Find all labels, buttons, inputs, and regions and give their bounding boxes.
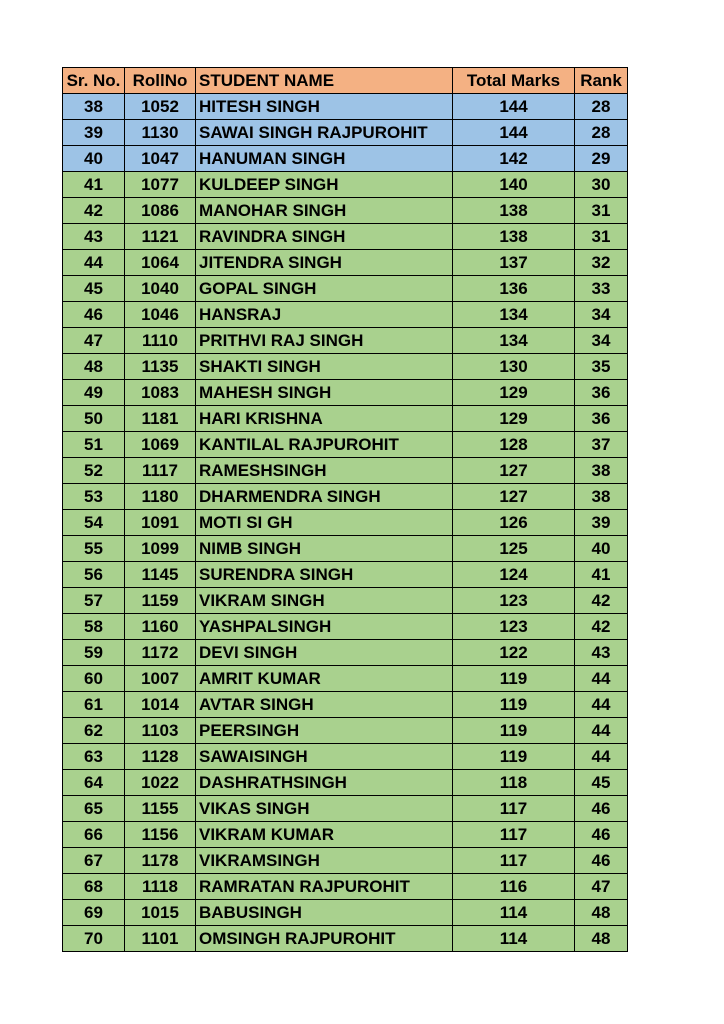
header-roll-no: RollNo <box>125 68 196 94</box>
rank-cell: 47 <box>575 874 628 900</box>
student-name-cell: HARI KRISHNA <box>196 406 453 432</box>
student-name-cell: MOTI SI GH <box>196 510 453 536</box>
header-student-name: STUDENT NAME <box>196 68 453 94</box>
total-marks-cell: 138 <box>453 224 575 250</box>
total-marks-cell: 114 <box>453 900 575 926</box>
table-row <box>63 94 628 120</box>
rank-cell: 34 <box>575 302 628 328</box>
rank-cell: 44 <box>575 744 628 770</box>
rank-cell: 42 <box>575 588 628 614</box>
total-marks-cell: 124 <box>453 562 575 588</box>
roll-no-cell: 1077 <box>125 172 196 198</box>
roll-no-cell: 1101 <box>125 926 196 952</box>
total-marks-cell: 134 <box>453 328 575 354</box>
roll-no-cell: 1103 <box>125 718 196 744</box>
sr-no-cell: 67 <box>63 848 125 874</box>
student-name-cell: GOPAL SINGH <box>196 276 453 302</box>
roll-no-cell: 1086 <box>125 198 196 224</box>
table-row <box>63 328 628 354</box>
roll-no-cell: 1145 <box>125 562 196 588</box>
total-marks-cell: 127 <box>453 458 575 484</box>
total-marks-cell: 114 <box>453 926 575 952</box>
sr-no-cell: 47 <box>63 328 125 354</box>
student-name-cell: KULDEEP SINGH <box>196 172 453 198</box>
total-marks-cell: 134 <box>453 302 575 328</box>
sr-no-cell: 65 <box>63 796 125 822</box>
student-name-cell: VIKRAM SINGH <box>196 588 453 614</box>
table-row <box>63 796 628 822</box>
roll-no-cell: 1046 <box>125 302 196 328</box>
total-marks-cell: 144 <box>453 120 575 146</box>
table-row <box>63 354 628 380</box>
table-row <box>63 718 628 744</box>
student-name-cell: VIKAS SINGH <box>196 796 453 822</box>
sr-no-cell: 60 <box>63 666 125 692</box>
table-row <box>63 276 628 302</box>
sr-no-cell: 45 <box>63 276 125 302</box>
table-row <box>63 900 628 926</box>
total-marks-cell: 119 <box>453 666 575 692</box>
rank-cell: 28 <box>575 120 628 146</box>
roll-no-cell: 1155 <box>125 796 196 822</box>
table-row <box>63 120 628 146</box>
roll-no-cell: 1091 <box>125 510 196 536</box>
student-name-cell: BABUSINGH <box>196 900 453 926</box>
roll-no-cell: 1040 <box>125 276 196 302</box>
student-name-cell: HITESH SINGH <box>196 94 453 120</box>
roll-no-cell: 1014 <box>125 692 196 718</box>
roll-no-cell: 1118 <box>125 874 196 900</box>
table-row <box>63 302 628 328</box>
total-marks-cell: 119 <box>453 692 575 718</box>
rank-cell: 46 <box>575 848 628 874</box>
roll-no-cell: 1121 <box>125 224 196 250</box>
rank-cell: 34 <box>575 328 628 354</box>
table-row <box>63 614 628 640</box>
student-name-cell: YASHPALSINGH <box>196 614 453 640</box>
student-name-cell: HANSRAJ <box>196 302 453 328</box>
sr-no-cell: 49 <box>63 380 125 406</box>
rank-cell: 41 <box>575 562 628 588</box>
student-name-cell: JITENDRA SINGH <box>196 250 453 276</box>
rank-cell: 37 <box>575 432 628 458</box>
table-row <box>63 562 628 588</box>
table-row <box>63 848 628 874</box>
table-row <box>63 406 628 432</box>
rank-cell: 32 <box>575 250 628 276</box>
sr-no-cell: 41 <box>63 172 125 198</box>
total-marks-cell: 118 <box>453 770 575 796</box>
total-marks-cell: 126 <box>453 510 575 536</box>
total-marks-cell: 119 <box>453 744 575 770</box>
student-name-cell: SAWAI SINGH RAJPUROHIT <box>196 120 453 146</box>
sr-no-cell: 43 <box>63 224 125 250</box>
roll-no-cell: 1083 <box>125 380 196 406</box>
total-marks-cell: 123 <box>453 614 575 640</box>
total-marks-cell: 116 <box>453 874 575 900</box>
sr-no-cell: 48 <box>63 354 125 380</box>
sr-no-cell: 66 <box>63 822 125 848</box>
header-row <box>63 68 628 94</box>
student-name-cell: RAMRATAN RAJPUROHIT <box>196 874 453 900</box>
roll-no-cell: 1007 <box>125 666 196 692</box>
sr-no-cell: 46 <box>63 302 125 328</box>
total-marks-cell: 130 <box>453 354 575 380</box>
total-marks-cell: 119 <box>453 718 575 744</box>
header-rank: Rank <box>575 68 628 94</box>
total-marks-cell: 128 <box>453 432 575 458</box>
table-row <box>63 432 628 458</box>
sr-no-cell: 61 <box>63 692 125 718</box>
table-row <box>63 510 628 536</box>
total-marks-cell: 140 <box>453 172 575 198</box>
student-name-cell: KANTILAL RAJPUROHIT <box>196 432 453 458</box>
roll-no-cell: 1159 <box>125 588 196 614</box>
rank-cell: 44 <box>575 692 628 718</box>
table-row <box>63 822 628 848</box>
total-marks-cell: 137 <box>453 250 575 276</box>
total-marks-cell: 138 <box>453 198 575 224</box>
sr-no-cell: 40 <box>63 146 125 172</box>
total-marks-cell: 144 <box>453 94 575 120</box>
roll-no-cell: 1156 <box>125 822 196 848</box>
rank-cell: 28 <box>575 94 628 120</box>
table-row <box>63 874 628 900</box>
rank-cell: 48 <box>575 900 628 926</box>
sr-no-cell: 64 <box>63 770 125 796</box>
student-name-cell: NIMB SINGH <box>196 536 453 562</box>
total-marks-cell: 117 <box>453 796 575 822</box>
rank-cell: 39 <box>575 510 628 536</box>
roll-no-cell: 1181 <box>125 406 196 432</box>
sr-no-cell: 38 <box>63 94 125 120</box>
results-table <box>62 67 628 952</box>
table-row <box>63 250 628 276</box>
rank-cell: 36 <box>575 406 628 432</box>
table-row <box>63 484 628 510</box>
roll-no-cell: 1128 <box>125 744 196 770</box>
sr-no-cell: 70 <box>63 926 125 952</box>
sr-no-cell: 54 <box>63 510 125 536</box>
roll-no-cell: 1052 <box>125 94 196 120</box>
total-marks-cell: 117 <box>453 848 575 874</box>
table-row <box>63 692 628 718</box>
header-total-marks: Total Marks <box>453 68 575 94</box>
student-name-cell: RAMESHSINGH <box>196 458 453 484</box>
table-row <box>63 146 628 172</box>
rank-cell: 35 <box>575 354 628 380</box>
student-name-cell: AMRIT KUMAR <box>196 666 453 692</box>
table-row <box>63 172 628 198</box>
rank-cell: 44 <box>575 666 628 692</box>
sr-no-cell: 68 <box>63 874 125 900</box>
student-name-cell: MAHESH SINGH <box>196 380 453 406</box>
rank-cell: 45 <box>575 770 628 796</box>
student-name-cell: AVTAR SINGH <box>196 692 453 718</box>
student-name-cell: RAVINDRA SINGH <box>196 224 453 250</box>
total-marks-cell: 117 <box>453 822 575 848</box>
sr-no-cell: 59 <box>63 640 125 666</box>
rank-cell: 38 <box>575 458 628 484</box>
rank-cell: 33 <box>575 276 628 302</box>
total-marks-cell: 123 <box>453 588 575 614</box>
roll-no-cell: 1110 <box>125 328 196 354</box>
table-row <box>63 640 628 666</box>
table-row <box>63 224 628 250</box>
student-name-cell: SAWAISINGH <box>196 744 453 770</box>
sr-no-cell: 57 <box>63 588 125 614</box>
roll-no-cell: 1135 <box>125 354 196 380</box>
student-name-cell: PEERSINGH <box>196 718 453 744</box>
sr-no-cell: 62 <box>63 718 125 744</box>
sr-no-cell: 44 <box>63 250 125 276</box>
table-row <box>63 666 628 692</box>
roll-no-cell: 1117 <box>125 458 196 484</box>
rank-cell: 48 <box>575 926 628 952</box>
student-name-cell: HANUMAN SINGH <box>196 146 453 172</box>
roll-no-cell: 1172 <box>125 640 196 666</box>
student-name-cell: PRITHVI RAJ SINGH <box>196 328 453 354</box>
sr-no-cell: 39 <box>63 120 125 146</box>
sr-no-cell: 69 <box>63 900 125 926</box>
sr-no-cell: 58 <box>63 614 125 640</box>
sr-no-cell: 56 <box>63 562 125 588</box>
student-name-cell: OMSINGH RAJPUROHIT <box>196 926 453 952</box>
student-name-cell: DASHRATHSINGH <box>196 770 453 796</box>
sr-no-cell: 53 <box>63 484 125 510</box>
table-body <box>63 94 628 952</box>
rank-cell: 38 <box>575 484 628 510</box>
total-marks-cell: 122 <box>453 640 575 666</box>
total-marks-cell: 129 <box>453 406 575 432</box>
student-name-cell: VIKRAM KUMAR <box>196 822 453 848</box>
table-row <box>63 744 628 770</box>
table-row <box>63 380 628 406</box>
table-row <box>63 458 628 484</box>
table-row <box>63 770 628 796</box>
rank-cell: 40 <box>575 536 628 562</box>
rank-cell: 31 <box>575 224 628 250</box>
roll-no-cell: 1022 <box>125 770 196 796</box>
rank-cell: 46 <box>575 822 628 848</box>
student-name-cell: MANOHAR SINGH <box>196 198 453 224</box>
rank-cell: 42 <box>575 614 628 640</box>
student-name-cell: SURENDRA SINGH <box>196 562 453 588</box>
sr-no-cell: 63 <box>63 744 125 770</box>
rank-cell: 30 <box>575 172 628 198</box>
roll-no-cell: 1178 <box>125 848 196 874</box>
table-row <box>63 198 628 224</box>
header-sr-no: Sr. No. <box>63 68 125 94</box>
roll-no-cell: 1180 <box>125 484 196 510</box>
total-marks-cell: 129 <box>453 380 575 406</box>
sr-no-cell: 55 <box>63 536 125 562</box>
roll-no-cell: 1069 <box>125 432 196 458</box>
student-name-cell: DHARMENDRA SINGH <box>196 484 453 510</box>
student-name-cell: SHAKTI SINGH <box>196 354 453 380</box>
roll-no-cell: 1160 <box>125 614 196 640</box>
total-marks-cell: 127 <box>453 484 575 510</box>
sr-no-cell: 50 <box>63 406 125 432</box>
rank-cell: 29 <box>575 146 628 172</box>
roll-no-cell: 1015 <box>125 900 196 926</box>
total-marks-cell: 125 <box>453 536 575 562</box>
rank-cell: 46 <box>575 796 628 822</box>
student-name-cell: VIKRAMSINGH <box>196 848 453 874</box>
total-marks-cell: 142 <box>453 146 575 172</box>
roll-no-cell: 1130 <box>125 120 196 146</box>
table-row <box>63 536 628 562</box>
sr-no-cell: 52 <box>63 458 125 484</box>
rank-cell: 43 <box>575 640 628 666</box>
total-marks-cell: 136 <box>453 276 575 302</box>
student-name-cell: DEVI SINGH <box>196 640 453 666</box>
roll-no-cell: 1064 <box>125 250 196 276</box>
sr-no-cell: 42 <box>63 198 125 224</box>
table-row <box>63 588 628 614</box>
roll-no-cell: 1047 <box>125 146 196 172</box>
roll-no-cell: 1099 <box>125 536 196 562</box>
rank-cell: 31 <box>575 198 628 224</box>
table-row <box>63 926 628 952</box>
rank-cell: 36 <box>575 380 628 406</box>
sr-no-cell: 51 <box>63 432 125 458</box>
rank-cell: 44 <box>575 718 628 744</box>
